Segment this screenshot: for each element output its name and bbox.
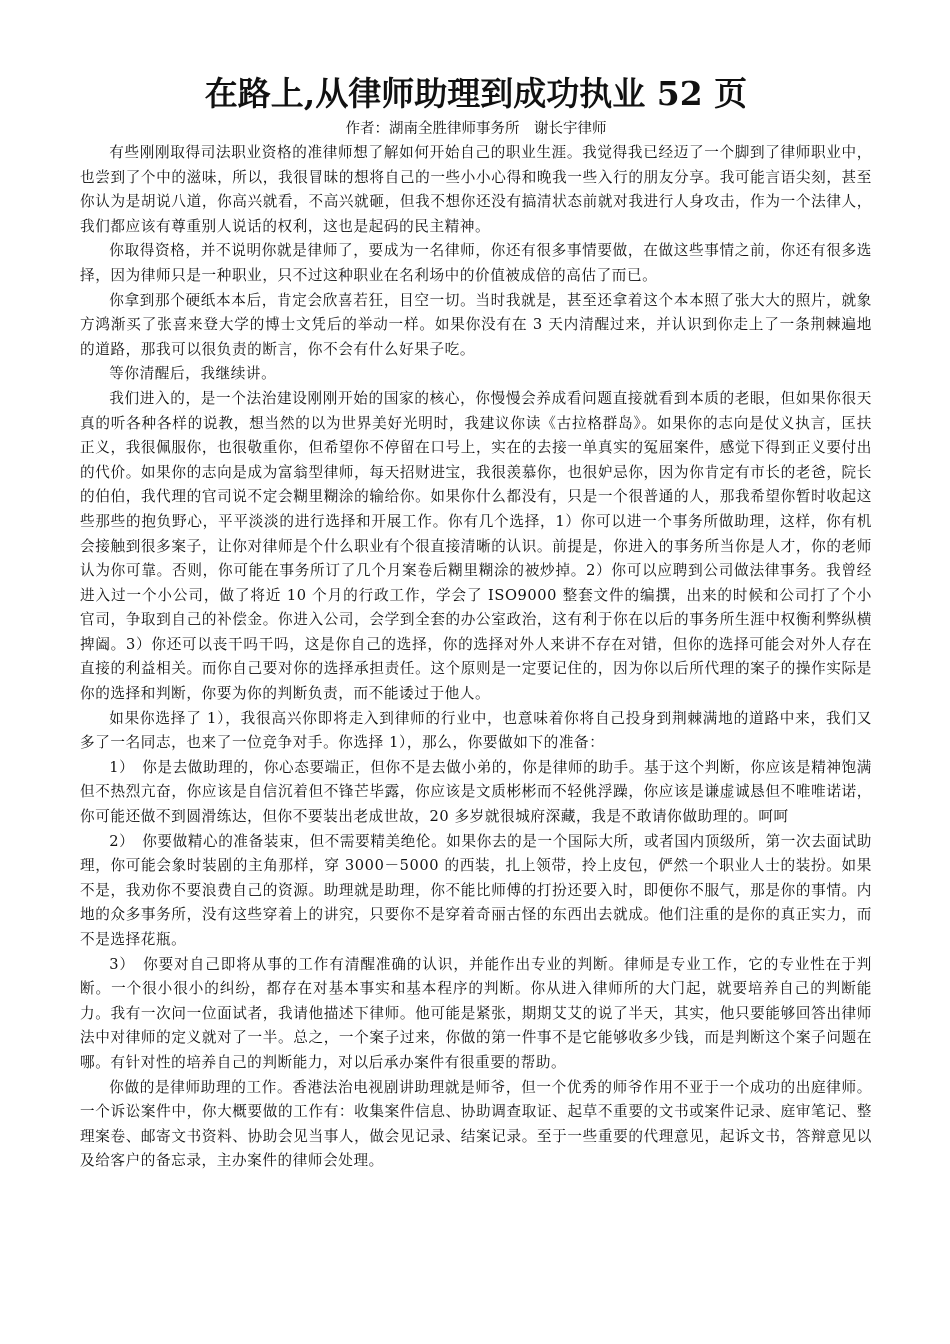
paragraph-point-3: 3） 你要对自己即将从事的工作有清醒准确的认识，并能作出专业的判断。律师是专业工作，它的专业性在于判断。一个很小很小的纠纷，都存在对基本事实和基本程序的判断。你从进入律师所的大门起，就要培养自己的判断能力。我有一次问一位面试者，我请他描述下律师。他可能是紧张，期期艾艾的说了半天，其实，他只要能够回答出律师法中对律师的定义就对了一半。总之，一个案子过来，你做的第一件事不是它能够收多少钱，而是判断这个案子问题在哪。有针对性的培养自己的判断能力，对以后承办案件有很重要的帮助。 [80,955,872,1071]
paragraph-assistant-work: 你做的是律师助理的工作。香港法治电视剧讲助理就是师爷，但一个优秀的师爷作用不亚于一个成功的出庭律师。一个诉讼案件中，你大概要做的工作有：收集案件信息、协助调查取证、起草不重要的文书或案件记录、庭审笔记、整理案卷、邮寄文书资料、协助会见当事人，做会见记录、结案记录。至于一些重要的代理意见，起诉文书，答辩意见以及给客户的备忘录，主办案件的律师会处理。 [80,1078,872,1170]
paragraph-intro: 有些刚刚取得司法职业资格的准律师想了解如何开始自己的职业生涯。我觉得我已经迈了一个脚到了律师职业中，也尝到了个中的滋味，所以，我很冒昧的想将自己的一些小小心得和晚我一些入行的朋友分享。我可能言语尖刻，甚至你认为是胡说八道，你高兴就看，不高兴就砸，但我不想你还没有搞清状态前就对我进行人身攻击，作为一个法律人，我们都应该有尊重别人说话的权利，这也是起码的民主精神。 [80,144,872,235]
paragraph-point-1: 1） 你是去做助理的，你心态要端正，但你不是去做小弟的，你是律师的助手。基于这个判断，你应该是精神饱满但不热烈亢奋，你应该是自信沉着但不锋芒毕露，你应该是文质彬彬而不轻佻浮躁，你应该是谦虚诚恳但不唯唯诺诺，你可能还做不到圆滑练达，但你不要装出老成世故，20 多岁就很城府深藏，我是不敢请你做助理的。呵呵 [80,758,872,826]
paragraph-point-2: 2） 你要做精心的准备装束，但不需要精美绝伦。如果你去的是一个国际大所，或者国内顶级所，第一次去面试助理，你可能会象时装剧的主角那样，穿 3000－5000 的西装，扎上领带，拎上皮包，俨然一个职业人士的装扮。如果不是，我劝你不要浪费自己的资源。助理就是助理，你不能比师傅的打扮还要入时，即便你不服气，那是你的事情。内地的众多事务所，没有这些穿着上的讲究，只要你不是穿着奇丽古怪的东西出去就成。他们注重的是你的真正实力，而不是选择花瓶。 [80,832,872,948]
paragraph-option-one: 如果你选择了 1），我很高兴你即将走入到律师的行业中，也意味着你将自己投身到荆棘满地的道路中来，我们又多了一名同志，也来了一位竞争对手。你选择 1），那么，你要做如下的准备： [80,709,872,752]
paragraph-continue: 等你清醒后，我继续讲。 [109,365,277,383]
document-page [80,72,872,1174]
author-line: 作者：湖南全胜律师事务所 谢长宇律师 [345,121,607,137]
paragraph-choices: 我们进入的，是一个法治建设刚刚开始的国家的核心，你慢慢会养成看问题直接就看到本质的老眼，但如果你很天真的听各种各样的说教，想当然的以为世界美好光明时，我建议你读《古拉格群岛》。如果你的志向是仗义执言，匡扶正义，我很佩服你，也很敬重你，但希望你不停留在口号上，实在的去接一单真实的冤屈案件，感觉下得到正义要付出的代价。如果你的志向是成为富翁型律师，每天招财进宝，我很羡慕你，也很妒忌你，因为你肯定有市长的老爸，院长的伯伯，我代理的官司说不定会糊里糊涂的输给你。如果你什么都没有，只是一个很普通的人，那我希望你暂时收起这些那些的抱负野心，平平淡淡的进行选择和开展工作。你有几个选择，1）你可以进一个事务所做助理，这样，你有机会接触到很多案子，让你对律师是个什么职业有个很直接清晰的认识。前提是，你进入的事务所当你是人才，你的老师认为你可靠。否则，你可能在事务所订了几个月案卷后糊里糊涂的被炒掉。2）你可以应聘到公司做法律事务。我曾经进入过一个小公司，做了将近 10 个月的行政工作，学会了 ISO9000 整套文件的编撰，出来的时候和公司打了个小官司，争取到自己的补偿金。你进入公司，会学到全套的办公室政治，这有利于你在以后的事务所生涯中权衡利弊纵横捭阖。3）你还可以丧干吗干吗，这是你自己的选择，你的选择对外人来讲不存在对错，但你的选择可能会对外人存在直接的利益相关。而你自己要对你的选择承担责任。这个原则是一定要记住的，因为你以后所代理的案子的操作实际是你的选择和判断，你要为你的判断负责，而不能诿过于他人。 [80,389,872,703]
document-title: 在路上,从律师助理到成功执业 52 页 [204,74,748,113]
paragraph-qualification: 你取得资格，并不说明你就是律师了，要成为一名律师，你还有很多事情要做，在做这些事情之前，你还有很多选择，因为律师只是一种职业，只不过这种职业在名利场中的价值被成倍的高估了而已。 [80,242,872,284]
paragraph-certificate: 你拿到那个硬纸本本后，肯定会欣喜若狂，目空一切。当时我就是，甚至还拿着这个本本照了张大大的照片，就象方鸿渐买了张喜来登大学的博士文凭后的举动一样。如果你没有在 3 天内清醒过来，并认识到你走上了一条荆棘遍地的道路，那我可以很负责的断言，你不会有什么好果子吃。 [80,291,872,358]
